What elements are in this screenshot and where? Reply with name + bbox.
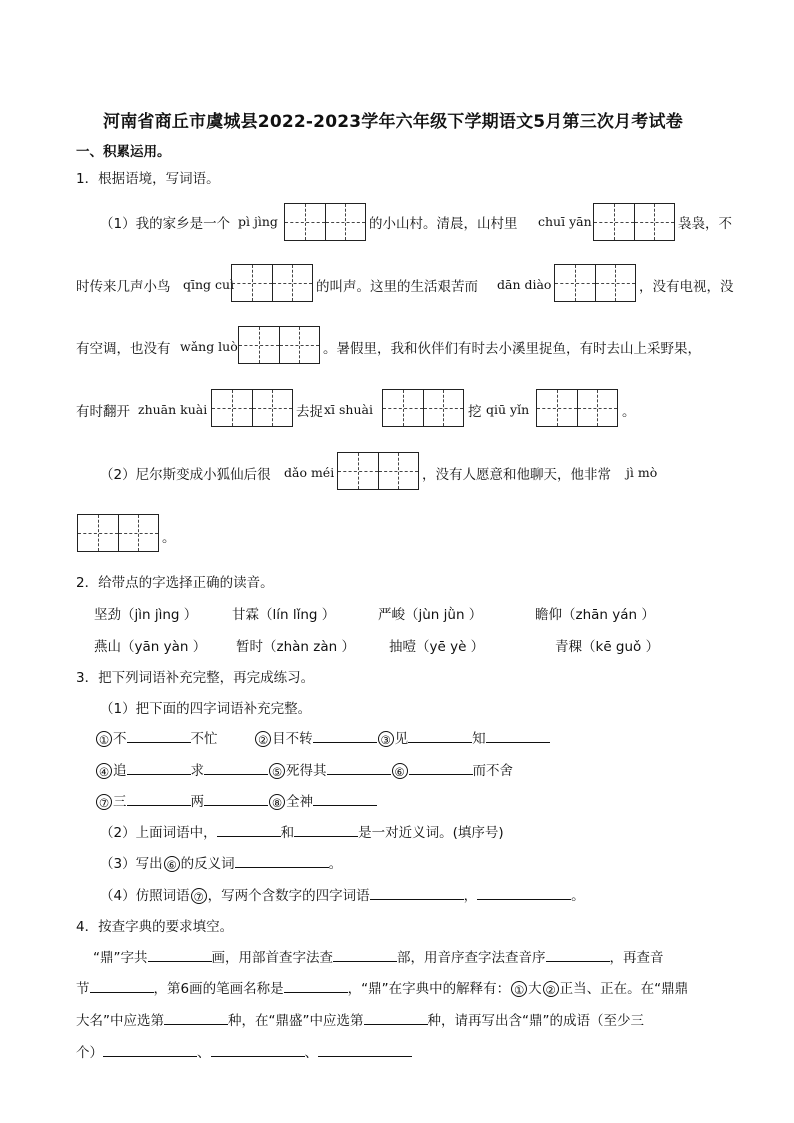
circled-number: ② <box>255 731 271 747</box>
circled-number: ④ <box>96 763 112 779</box>
q1-line2-text-a: 时传来几声小鸟 <box>76 279 171 295</box>
circled-number: ⑥ <box>392 763 408 779</box>
answer-box-qiuyin[interactable] <box>536 389 618 427</box>
fill-blank[interactable] <box>327 760 391 775</box>
circled-number: ⑦ <box>191 888 207 904</box>
fill-blank[interactable] <box>127 728 191 743</box>
question-4-stem: 4．按查字典的要求填空。 <box>76 919 234 935</box>
pinyin-xishuai: xī shuài <box>324 402 373 417</box>
text: 个） <box>76 1045 103 1061</box>
q3-sub3 <box>100 852 342 872</box>
fill-blank[interactable] <box>546 947 610 962</box>
circled-number: ① <box>96 731 112 747</box>
text: 部，用音序查字法查音序 <box>397 950 546 966</box>
circled-number: ⑦ <box>96 794 112 810</box>
pinyin-daomei: dǎo méi <box>284 465 335 480</box>
q3-row1 <box>95 727 550 747</box>
text: （4）仿照词语 <box>100 888 190 904</box>
text: 正当、正在。在“鼎鼎 <box>559 981 689 997</box>
fill-blank[interactable] <box>486 728 550 743</box>
text: ，再查音 <box>609 950 664 966</box>
fill-blank[interactable] <box>164 1010 228 1025</box>
answer-box-qingcui[interactable] <box>231 264 313 302</box>
fill-blank[interactable] <box>313 728 377 743</box>
text: 种，请再写出含“鼎”的成语（至少三 <box>427 1013 644 1029</box>
word-part: 知 <box>472 731 486 747</box>
text: （3）写出 <box>100 856 163 872</box>
question-1-stem: 1．根据语境，写词语。 <box>76 171 220 187</box>
text: ，写两个含数字的四字词语 <box>207 888 370 904</box>
fill-blank[interactable] <box>370 885 464 900</box>
text: （2）上面词语中， <box>100 825 217 841</box>
word-part: 不 <box>113 731 127 747</box>
q1-line4-text-d: 。 <box>622 404 636 420</box>
word-part: 两 <box>190 794 204 810</box>
word-part: 全神 <box>286 794 313 810</box>
fill-blank[interactable] <box>477 885 571 900</box>
fill-blank[interactable] <box>148 947 212 962</box>
text: 画，用部首查字法查 <box>211 950 333 966</box>
pinyin-pijing: pì jìng <box>238 214 278 229</box>
fill-blank[interactable] <box>127 791 191 806</box>
circled-number: ⑥ <box>164 856 180 872</box>
section-heading: 一、积累运用。 <box>76 144 171 160</box>
word-part: 追 <box>113 763 127 779</box>
answer-box-xishuai[interactable] <box>382 389 464 427</box>
pinyin-qiuyin: qiū yǐn <box>486 402 530 417</box>
fill-blank[interactable] <box>103 1042 197 1057</box>
q2-option-5: 燕山（yān yàn ） <box>94 639 207 655</box>
fill-blank[interactable] <box>294 822 358 837</box>
answer-box-jimo[interactable] <box>77 514 159 552</box>
q3-row3 <box>95 790 377 810</box>
word-part: 死得其 <box>286 763 327 779</box>
word-part: 目不转 <box>272 731 313 747</box>
q2-option-2: 甘霖（lín lǐng ） <box>232 607 336 623</box>
pinyin-jimo: jì mò <box>626 465 658 480</box>
q1-line2-text-c: ，没有电视，没 <box>639 279 734 295</box>
text: 大名”中应选第 <box>76 1013 164 1029</box>
q2-option-4: 瞻仰（zhān yán ） <box>535 607 655 623</box>
answer-box-daomei[interactable] <box>337 452 419 490</box>
fill-blank[interactable] <box>211 1042 305 1057</box>
pinyin-chuiyan: chuī yān <box>538 214 592 229</box>
fill-blank[interactable] <box>408 728 472 743</box>
answer-box-wangluo[interactable] <box>238 326 320 364</box>
answer-box-zhuankuai[interactable] <box>211 389 293 427</box>
text: ， <box>463 888 478 904</box>
q1-line4-text-a: 有时翻开 <box>76 404 130 420</box>
text: 、 <box>304 1045 318 1061</box>
fill-blank[interactable] <box>204 760 268 775</box>
circled-number: ① <box>511 981 527 997</box>
q2-option-1: 坚劲（jìn jìng ） <box>94 607 198 623</box>
text: 。 <box>328 856 343 872</box>
circled-number: ③ <box>378 731 394 747</box>
q1-line6-text: 。 <box>162 530 176 546</box>
q1-line1-text-a: （1）我的家乡是一个 <box>100 216 231 232</box>
q3-sub4 <box>100 884 585 904</box>
word-part: 而不舍 <box>472 763 513 779</box>
fill-blank[interactable] <box>284 978 348 993</box>
q1-line1-text-b: 的小山村。清晨，山村里 <box>369 216 518 232</box>
text: ，第6画的笔画名称是 <box>153 981 284 997</box>
text: 大 <box>528 981 542 997</box>
q3-sub1: （1）把下面的四字词语补充完整。 <box>100 701 312 717</box>
q2-option-8: 青稞（kē guǒ ） <box>555 639 660 655</box>
q1-line5-text-b: ，没有人愿意和他聊天，他非常 <box>422 467 611 483</box>
circled-number: ⑤ <box>269 763 285 779</box>
word-part: 见 <box>394 731 409 747</box>
fill-blank[interactable] <box>313 791 377 806</box>
text: “鼎”字共 <box>93 950 148 966</box>
pinyin-wangluo: wǎng luò <box>180 339 238 354</box>
q4-line2 <box>76 977 688 997</box>
fill-blank[interactable] <box>409 760 473 775</box>
answer-box-pijing[interactable] <box>284 203 366 241</box>
text: 、 <box>197 1045 211 1061</box>
q2-option-3: 严峻（jùn jǜn ） <box>378 607 483 623</box>
question-2-stem: 2．给带点的字选择正确的读音。 <box>76 575 274 591</box>
page-title: 河南省商丘市虞城县2022-2023学年六年级下学期语文5月第三次月考试卷 <box>103 112 683 132</box>
q4-line4 <box>76 1041 412 1061</box>
fill-blank[interactable] <box>318 1042 412 1057</box>
text: 和 <box>280 825 295 841</box>
text: 节 <box>76 981 90 997</box>
q1-line5-text-a: （2）尼尔斯变成小狐仙后很 <box>100 467 271 483</box>
word-part: 求 <box>190 763 204 779</box>
q4-line1 <box>93 946 664 966</box>
q1-line1-text-c: 袅袅，不 <box>678 216 732 232</box>
pinyin-dandiao: dān diào <box>497 277 552 292</box>
q1-line4-text-c: 挖 <box>468 404 482 420</box>
fill-blank[interactable] <box>90 978 154 993</box>
question-3-stem: 3．把下列词语补充完整，再完成练习。 <box>76 670 315 686</box>
word-part: 三 <box>113 794 127 810</box>
fill-blank[interactable] <box>235 853 329 868</box>
text: 种，在“鼎盛”中应选第 <box>228 1013 364 1029</box>
pinyin-zhuankuai: zhuān kuài <box>138 402 208 417</box>
answer-box-chuiyan[interactable] <box>593 203 675 241</box>
pinyin-qingcui: qīng cuì <box>183 277 235 292</box>
fill-blank[interactable] <box>364 1010 428 1025</box>
q1-line2-text-b: 的叫声。这里的生活艰苦而 <box>316 279 478 295</box>
q1-line4-text-b: 去捉 <box>296 404 323 420</box>
q3-sub2 <box>100 821 504 841</box>
q1-line3-text-a: 有空调，也没有 <box>76 341 171 357</box>
circled-number: ② <box>543 981 559 997</box>
q3-row2 <box>95 759 513 779</box>
text: 的反义词 <box>180 856 235 872</box>
q4-line3 <box>76 1009 644 1029</box>
text: 。 <box>571 888 585 904</box>
text: ，“鼎”在字典中的解释有： <box>347 981 511 997</box>
fill-blank[interactable] <box>217 822 281 837</box>
fill-blank[interactable] <box>127 760 191 775</box>
answer-box-dandiao[interactable] <box>554 264 636 302</box>
q2-option-7: 抽噎（yē yè ） <box>389 639 485 655</box>
q2-option-6: 暂时（zhàn zàn ） <box>236 639 355 655</box>
fill-blank[interactable] <box>204 791 268 806</box>
fill-blank[interactable] <box>333 947 397 962</box>
q1-line3-text-b: 。暑假里，我和伙伴们有时去小溪里捉鱼，有时去山上采野果， <box>323 341 701 357</box>
text: 是一对近义词。(填序号) <box>358 825 504 841</box>
circled-number: ⑧ <box>269 794 285 810</box>
word-part: 不忙 <box>190 731 218 747</box>
